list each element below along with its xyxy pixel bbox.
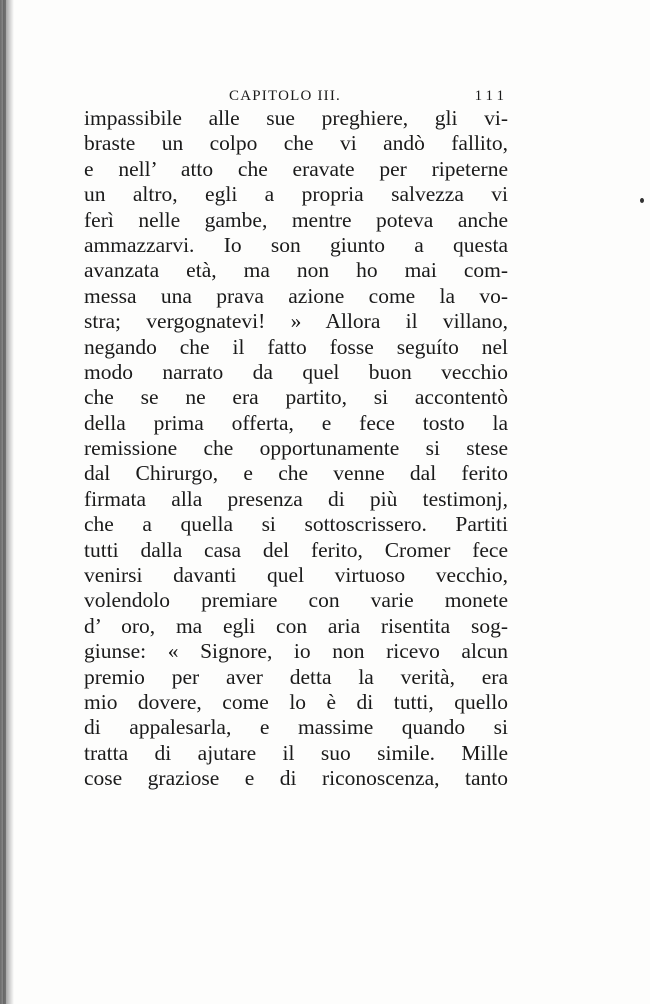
text-line: premio per aver detta la verità, era bbox=[84, 664, 508, 689]
text-line: volendolo premiare con varie monete bbox=[84, 588, 508, 613]
text-line: della prima offerta, e fece tosto la bbox=[84, 410, 508, 435]
text-line: messa una prava azione come la vo- bbox=[84, 283, 508, 308]
text-line: giunse: « Signore, io non ricevo alcun bbox=[84, 639, 508, 664]
text-line: avanzata età, ma non ho mai com- bbox=[84, 258, 508, 283]
body-text bbox=[84, 106, 508, 792]
text-line: braste un colpo che vi andò fallito, bbox=[84, 131, 508, 156]
text-line: un altro, egli a propria salvezza vi bbox=[84, 182, 508, 207]
text-line: e nell’ atto che eravate per ripeterne bbox=[84, 156, 508, 181]
text-line: che a quella si sottoscrissero. Partiti bbox=[84, 512, 508, 537]
text-line: modo narrato da quel buon vecchio bbox=[84, 359, 508, 384]
text-line: tratta di ajutare il suo simile. Mille bbox=[84, 740, 508, 765]
text-line: impassibile alle sue preghiere, gli vi- bbox=[84, 106, 508, 130]
text-line: che se ne era partito, si accontentò bbox=[84, 385, 508, 410]
text-line: cose graziose e di riconoscenza, tanto bbox=[84, 766, 508, 791]
page-number: 111 bbox=[474, 88, 508, 104]
page-binding-edge bbox=[0, 0, 14, 1004]
text-line: tutti dalla casa del ferito, Cromer fece bbox=[84, 537, 508, 562]
chapter-title: CAPITOLO III. bbox=[229, 88, 341, 104]
text-line: stra; vergognatevi! » Allora il villano, bbox=[84, 309, 508, 334]
text-line: di appalesarla, e massime quando si bbox=[84, 715, 508, 740]
text-line: venirsi davanti quel virtuoso vecchio, bbox=[84, 563, 508, 588]
text-line: firmata alla presenza di più testimonj, bbox=[84, 486, 508, 511]
text-line: dal Chirurgo, e che venne dal ferito bbox=[84, 461, 508, 486]
ink-speck bbox=[640, 198, 644, 203]
text-line: remissione che opportunamente si stese bbox=[84, 436, 508, 461]
text-line: d’ oro, ma egli con aria risentita sog- bbox=[84, 613, 508, 638]
text-line: mio dovere, come lo è di tutti, quello bbox=[84, 689, 508, 714]
text-line: ferì nelle gambe, mentre poteva anche bbox=[84, 207, 508, 232]
text-line: ammazzarvi. Io son giunto a questa bbox=[84, 232, 508, 257]
text-line: negando che il fatto fosse seguíto nel bbox=[84, 334, 508, 359]
